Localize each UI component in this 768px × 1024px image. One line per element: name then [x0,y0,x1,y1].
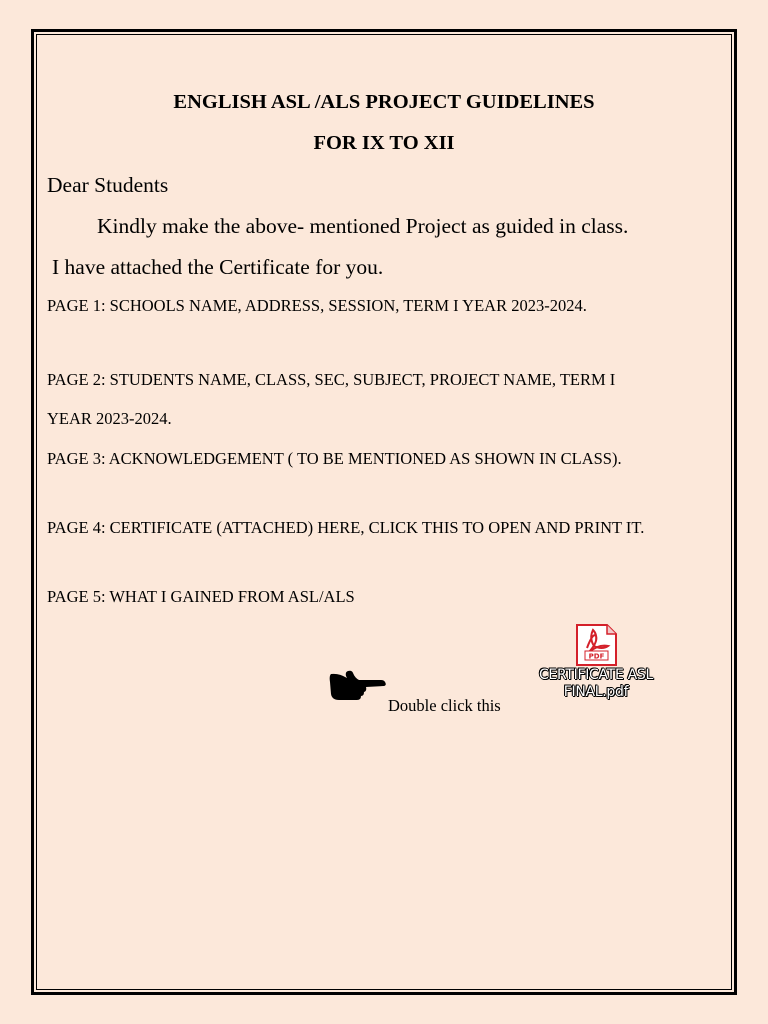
attachment-filename-line-1: CERTIFICATE ASL [538,667,654,683]
page-5-instruction: PAGE 5: WHAT I GAINED FROM ASL/ALS [47,587,355,606]
greeting: Dear Students [47,173,169,197]
attachment-filename[interactable] [520,667,672,701]
page-2-instruction-cont: YEAR 2023-2024. [47,409,172,428]
page-1-instruction: PAGE 1: SCHOOLS NAME, ADDRESS, SESSION, TERM I YEAR 2023-2024. [47,296,587,315]
intro-line-2: I have attached the Certificate for you. [52,255,384,279]
document-subtitle: FOR IX TO XII [313,132,455,154]
pdf-badge-text: PDF [588,652,605,661]
intro-line-1: Kindly make the above- mentioned Project as guided in class. [97,214,629,238]
document-title: ENGLISH ASL /ALS PROJECT GUIDELINES [173,91,595,113]
pointing-hand-icon [327,664,387,702]
page-2-instruction: PAGE 2: STUDENTS NAME, CLASS, SEC, SUBJECT, PROJECT NAME, TERM I [47,370,616,389]
page-3-instruction: PAGE 3: ACKNOWLEDGEMENT ( TO BE MENTIONED AS SHOWN IN CLASS). [47,449,622,468]
double-click-hint: Double click this [388,696,501,715]
pdf-file-icon[interactable] [575,624,617,666]
page-4-instruction: PAGE 4: CERTIFICATE (ATTACHED) HERE, CLICK THIS TO OPEN AND PRINT IT. [47,518,645,537]
attachment-filename-line-2: FINAL.pdf [563,684,629,700]
